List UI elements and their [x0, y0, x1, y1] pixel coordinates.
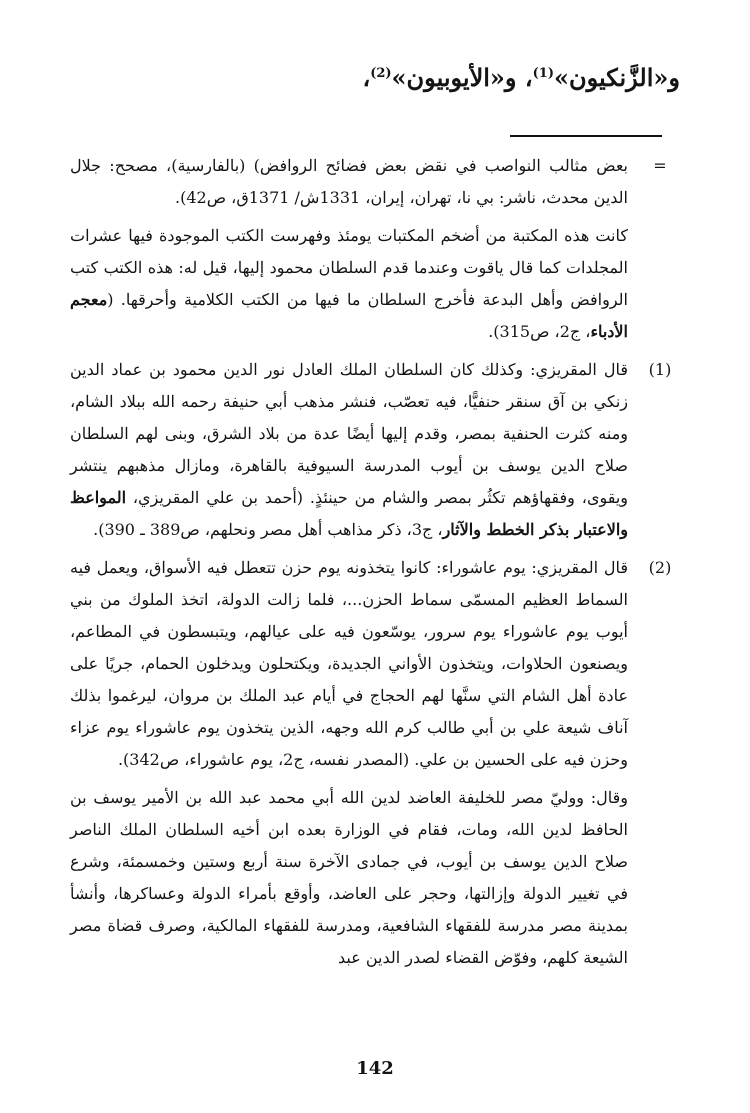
- continuation-paragraph-1: بعض مثالب النواصب في نقض بعض فضائح الروافض) (بالفارسية)، مصحح: جلال الدين محدث، ناشر: بي نا، تهران، إيران، 1331ش/ 1371ق، ص42).: [70, 156, 628, 207]
- footnote-1-marker: (1): [648, 360, 672, 379]
- book-title: معجم الأدباء: [70, 290, 628, 341]
- citation-text: ، ج3، ذكر مذاهب أهل مصر ونحلهم، ص389 ـ 390).: [93, 520, 443, 539]
- page-number: 142: [356, 1058, 394, 1079]
- footnote-2-paragraph-2: وقال: ووليّ مصر للخليفة العاضد لدين الله أبي محمد عبد الله بن الأمير يوسف بن الحافظ لدين الله، ومات، فقام في الوزارة بعده ابن أخيه السلطان الملك الناصر صلاح الدين يوسف بن أيوب، في جمادى الآخرة سنة أربع وستين وخمسمئة، وشرع في تغيير الدولة وإزالتها، وحجر على العاضد، وأوقع بأمراء الدولة وعساكرها، وأنشأ بمدينة مصر مدرسة للفقهاء الشافعية، ومدرسة للفقهاء المالكية، وصرف قضاة مصر الشيعة كلهم، وفوّض القضاء لصدر الدين عبد: [70, 788, 628, 967]
- header-ayyubids: ، و«الأيوبيون»: [391, 63, 533, 92]
- footnote-2-paragraph-1: قال المقريزي: يوم عاشوراء: كانوا يتخذونه يوم حزن تتعطل فيه الأسواق، ويعمل فيه السماط العظيم المسمّى سماط الحزن...، فلما زالت الدولة، اتخذ الملوك من بني أيوب يوم عاشوراء يوم سرور، يوسّعون فيه على عيالهم، ويتبسطون في المطاعم، ويصنعون الحلاوات، ويتخذون الأواني الجديدة، ويكتحلون ويدخلون الحمام، جريًا على عادة أهل الشام التي سنَّها لهم الحجاج في أيام عبد الملك بن مروان، ليرغموا بذلك آناف شيعة علي بن أبي طالب كرم الله وجهه، الذين يتخذون يوم عاشوراء يوم عزاء وحزن فيه على الحسين بن علي. (المصدر نفسه، ج2، يوم عاشوراء، ص342).: [70, 558, 628, 769]
- footnote-1: [70, 354, 680, 546]
- continuation-paragraph-2: [70, 220, 628, 348]
- continuation-marker: =: [653, 156, 667, 175]
- footnote-ref-1: (1): [532, 66, 554, 81]
- footnote-1-text: قال المقريزي: وكذلك كان السلطان الملك العادل نور الدين محمود بن عماد الدين زنكي بن آق سنقر حنفيًّا، فيه تعصّب، فنشر مذهب أبي حنيفة رحمه الله ببلاد الشام، ومنه كثرت الحنفية بمصر، وقدم إليها أيضًا عدة من بلاد الشرق، وبنى لهم السلطان صلاح الدين يوسف بن أيوب المدرسة السيوفية بالقاهرة، ومازال مذهبهم ينتشر ويقوى، وفقهاؤهم تكثُر بمصر والشام من حينئذٍ. (أحمد بن علي المقريزي،: [70, 360, 628, 507]
- citation-text: ، ج2، ص315).: [488, 322, 591, 341]
- continuation-text: كانت هذه المكتبة من أضخم المكتبات يومئذ وفهرست الكتب الموجودة فيها عشرات المجلدات كما قال ياقوت وعندما قدم السلطان محمود إليها، قيل له: هذه الكتب كتب الروافض وأهل البدعة فأخرج السلطان ما فيها من الكتب الكلامية وأحرقها. (: [70, 226, 628, 309]
- footnote-continuation: [70, 150, 680, 348]
- footnote-2: [70, 552, 680, 974]
- header-zangids: و«الزَّنكيون»: [553, 63, 680, 92]
- header-line: [60, 58, 680, 98]
- book-title: المواعظ والاعتبار بذكر الخطط والآثار: [70, 488, 628, 539]
- footnote-separator: [510, 135, 662, 137]
- footnotes: [70, 150, 680, 980]
- footnote-2-marker: (2): [648, 558, 672, 577]
- footnote-1-paragraph: [70, 354, 628, 546]
- header-comma: ،: [362, 63, 371, 92]
- footnote-ref-2: (2): [370, 66, 392, 81]
